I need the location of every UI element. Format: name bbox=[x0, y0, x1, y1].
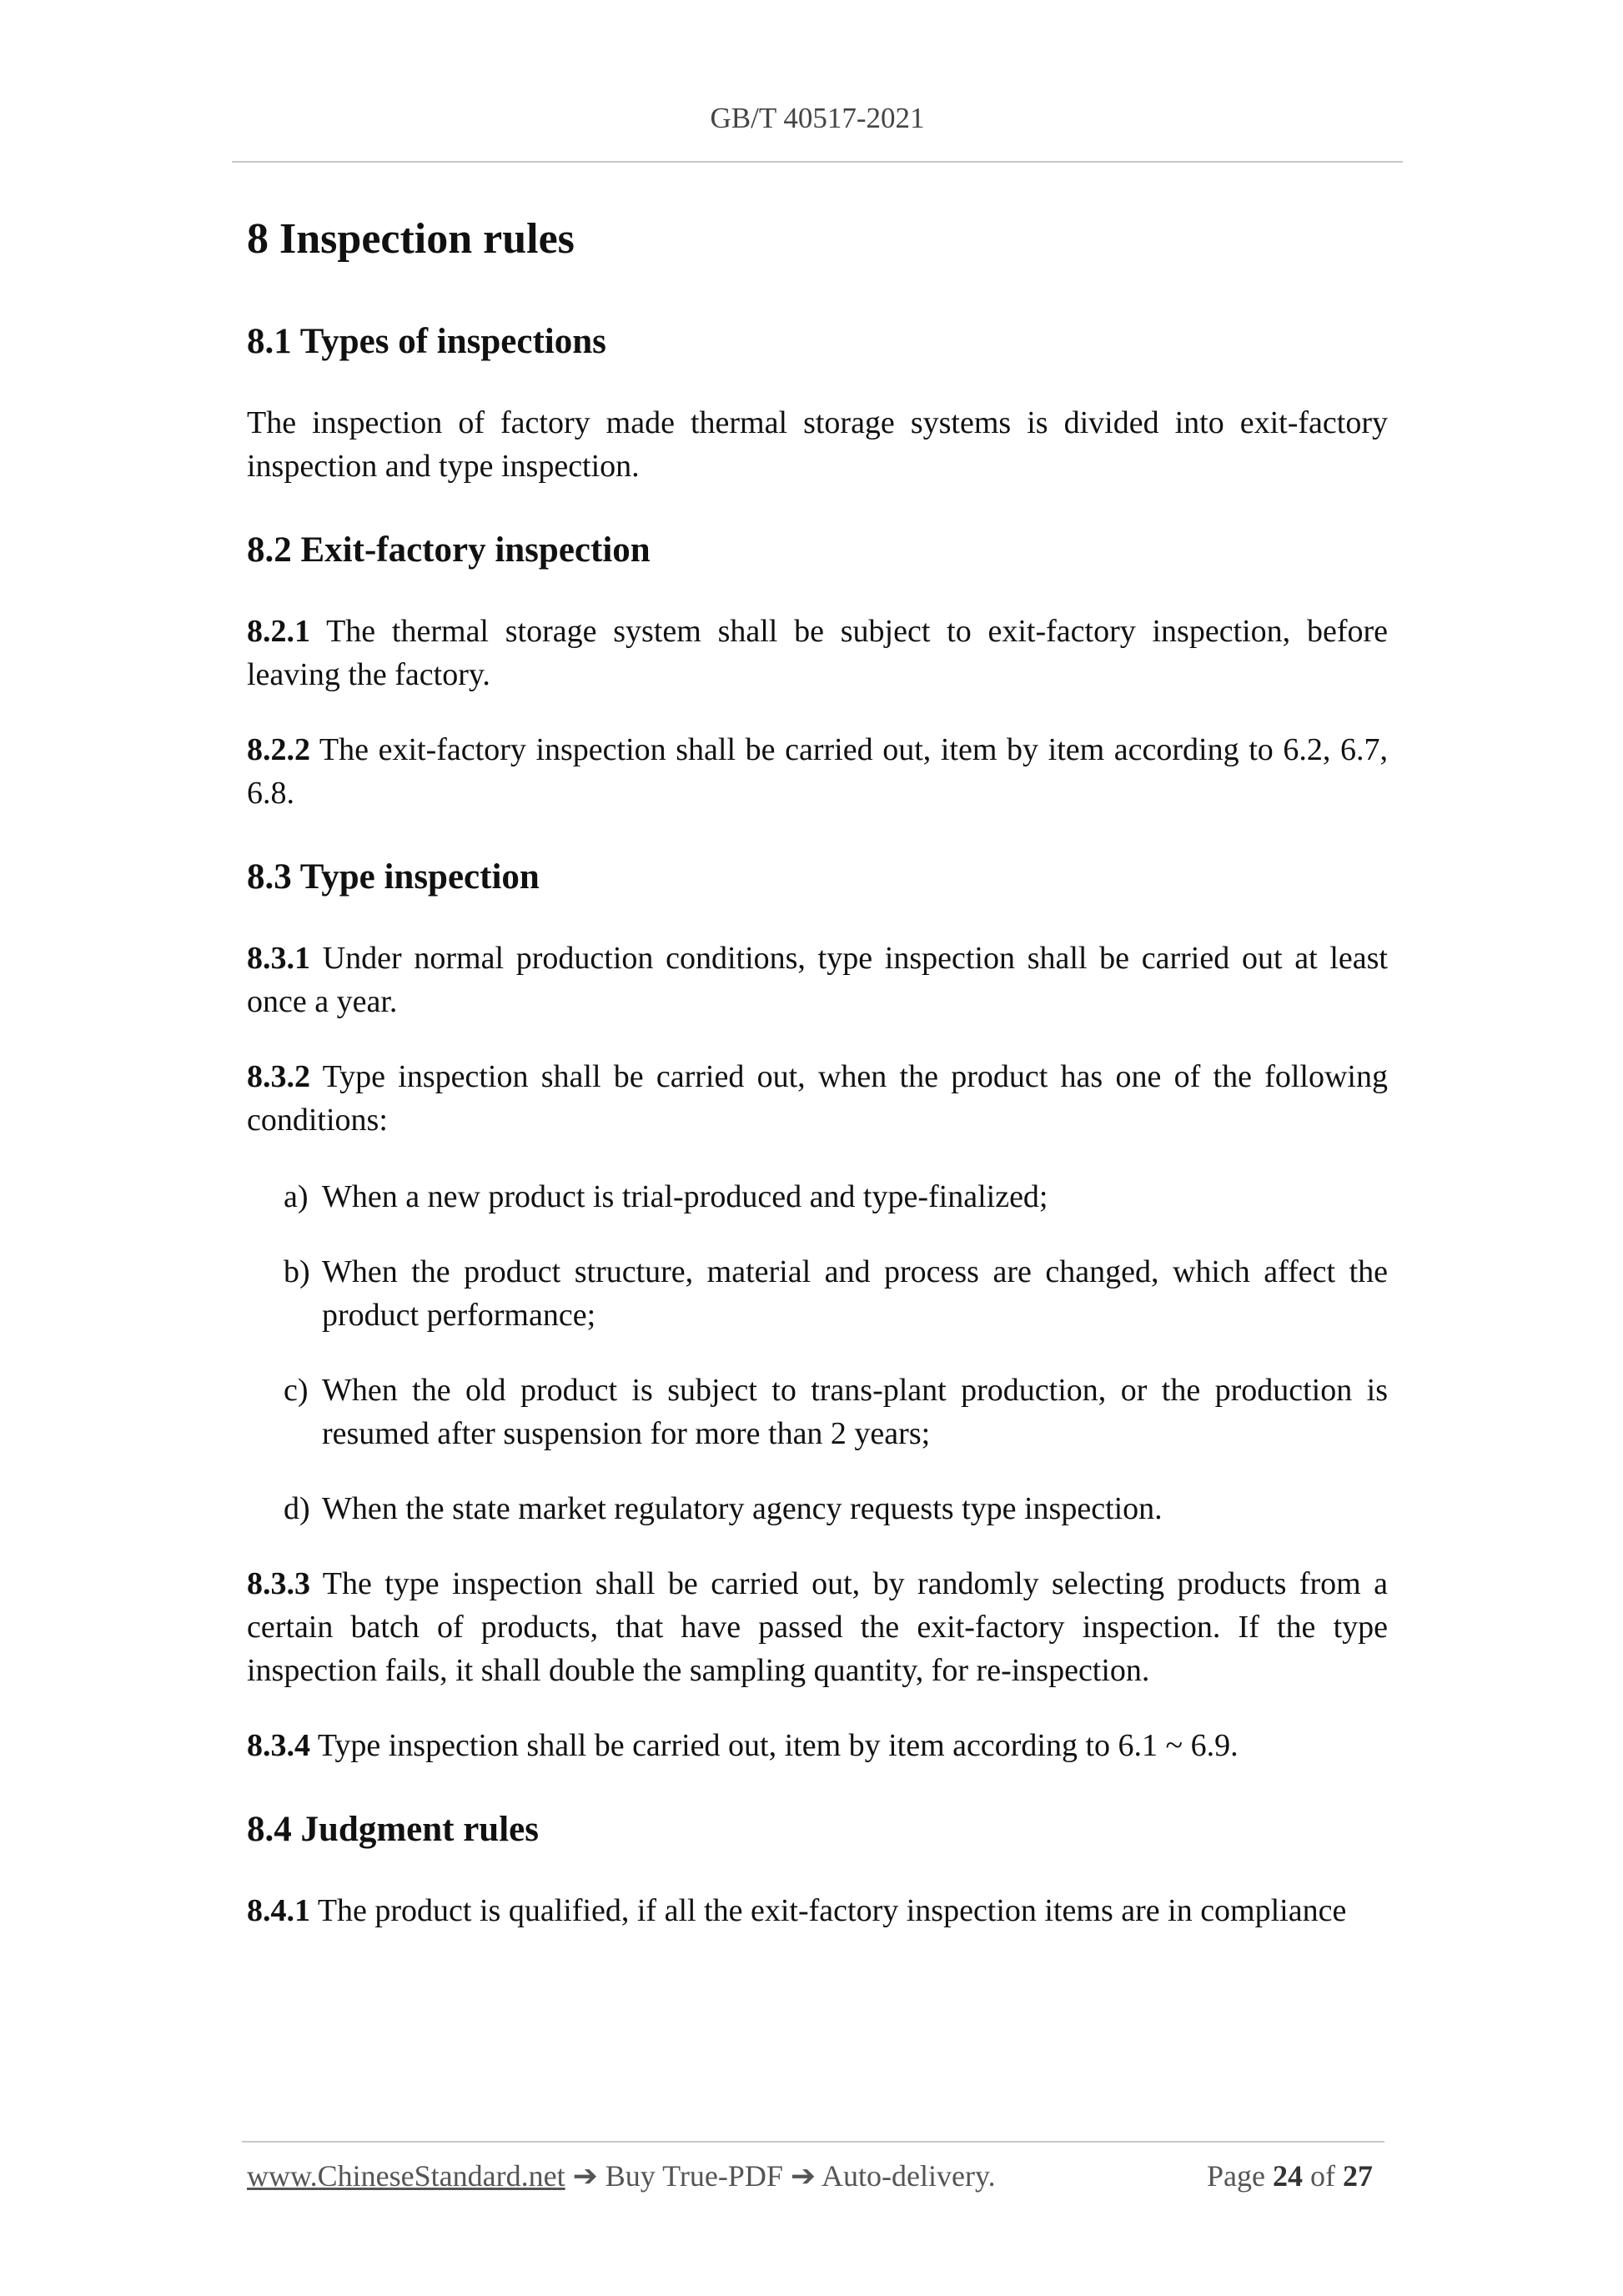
clause-number: 8.3.4 bbox=[247, 1728, 310, 1763]
clause-text: The product is qualified, if all the exit-factory inspection items are in compliance bbox=[310, 1893, 1347, 1928]
clause-number: 8.3.3 bbox=[247, 1566, 310, 1601]
footer-divider bbox=[242, 2141, 1384, 2143]
delivery-text: Auto-delivery. bbox=[816, 2159, 996, 2193]
clause-text: Under normal production conditions, type inspection shall be carried out at least once a year. bbox=[247, 941, 1388, 1019]
clause-text: Type inspection shall be carried out, item by item according to 6.1 ~ 6.9. bbox=[310, 1728, 1239, 1763]
list-item-text: When the old product is subject to trans-plant production, or the production is resumed after suspension for more than 2 years; bbox=[322, 1373, 1388, 1451]
list-marker: b) bbox=[284, 1254, 310, 1289]
current-page: 24 bbox=[1273, 2159, 1303, 2193]
list-marker: d) bbox=[284, 1491, 310, 1526]
of-label: of bbox=[1310, 2159, 1335, 2193]
clause-text: The thermal storage system shall be subject to exit-factory inspection, before leaving the factory. bbox=[247, 614, 1388, 692]
clause-8-4-1 bbox=[247, 1889, 1388, 1932]
total-pages: 27 bbox=[1343, 2159, 1373, 2193]
list-item bbox=[247, 1250, 1388, 1337]
list-item-text: When the state market regulatory agency requests type inspection. bbox=[322, 1491, 1163, 1526]
section-8-title: 8 Inspection rules bbox=[247, 215, 575, 263]
page-label: Page bbox=[1207, 2159, 1265, 2193]
arrow-right-icon: ➔ bbox=[572, 2159, 598, 2193]
section-8-3-title: 8.3 Type inspection bbox=[247, 857, 540, 897]
clause-number: 8.3.1 bbox=[247, 941, 310, 976]
clause-number: 8.4.1 bbox=[247, 1893, 310, 1928]
page-footer bbox=[247, 2158, 1388, 2205]
footer-promo bbox=[247, 2158, 996, 2193]
clause-text: The exit-factory inspection shall be carried out, item by item according to 6.2, 6.7, 6.8. bbox=[247, 732, 1388, 811]
clause-8-2-1 bbox=[247, 610, 1388, 696]
clause-8-3-2 bbox=[247, 1055, 1388, 1142]
clause-number: 8.2.2 bbox=[247, 732, 310, 767]
list-item bbox=[247, 1369, 1388, 1455]
clause-number: 8.3.2 bbox=[247, 1059, 310, 1094]
clause-text: The type inspection shall be carried out, by randomly selecting products from a certain batch of products, that have passed the exit-factory inspection. If the type inspection fails, it shall double the sampling quantity, for re-inspection. bbox=[247, 1566, 1388, 1688]
section-8-1-title: 8.1 Types of inspections bbox=[247, 322, 606, 361]
list-item bbox=[247, 1487, 1388, 1530]
clause-8-2-2 bbox=[247, 728, 1388, 815]
list-marker: a) bbox=[284, 1179, 309, 1214]
clause-8-3-3 bbox=[247, 1562, 1388, 1692]
list-marker: c) bbox=[284, 1373, 309, 1408]
arrow-right-icon: ➔ bbox=[790, 2159, 817, 2193]
list-item-text: When a new product is trial-produced and type-finalized; bbox=[322, 1179, 1048, 1214]
page-header: GB/T 40517-2021 bbox=[710, 102, 925, 134]
page-content bbox=[247, 213, 1388, 1932]
page-number bbox=[1207, 2158, 1373, 2193]
section-8-2-title: 8.2 Exit-factory inspection bbox=[247, 530, 651, 570]
clause-number: 8.2.1 bbox=[247, 614, 310, 649]
clause-text: Type inspection shall be carried out, when the product has one of the following conditions: bbox=[247, 1059, 1388, 1138]
header-divider bbox=[232, 161, 1403, 163]
website-link[interactable]: www.ChineseStandard.net bbox=[247, 2159, 565, 2193]
condition-list bbox=[247, 1175, 1388, 1530]
list-item-text: When the product structure, material and process are changed, which affect the product performance; bbox=[322, 1254, 1388, 1333]
list-item bbox=[247, 1175, 1388, 1218]
buy-text: Buy True-PDF bbox=[597, 2159, 791, 2193]
section-8-4-title: 8.4 Judgment rules bbox=[247, 1810, 539, 1849]
clause-8-3-1 bbox=[247, 937, 1388, 1023]
clause-8-3-4 bbox=[247, 1724, 1388, 1767]
section-8-1-text: The inspection of factory made thermal storage systems is divided into exit-factory inspection and type inspection. bbox=[247, 405, 1388, 484]
